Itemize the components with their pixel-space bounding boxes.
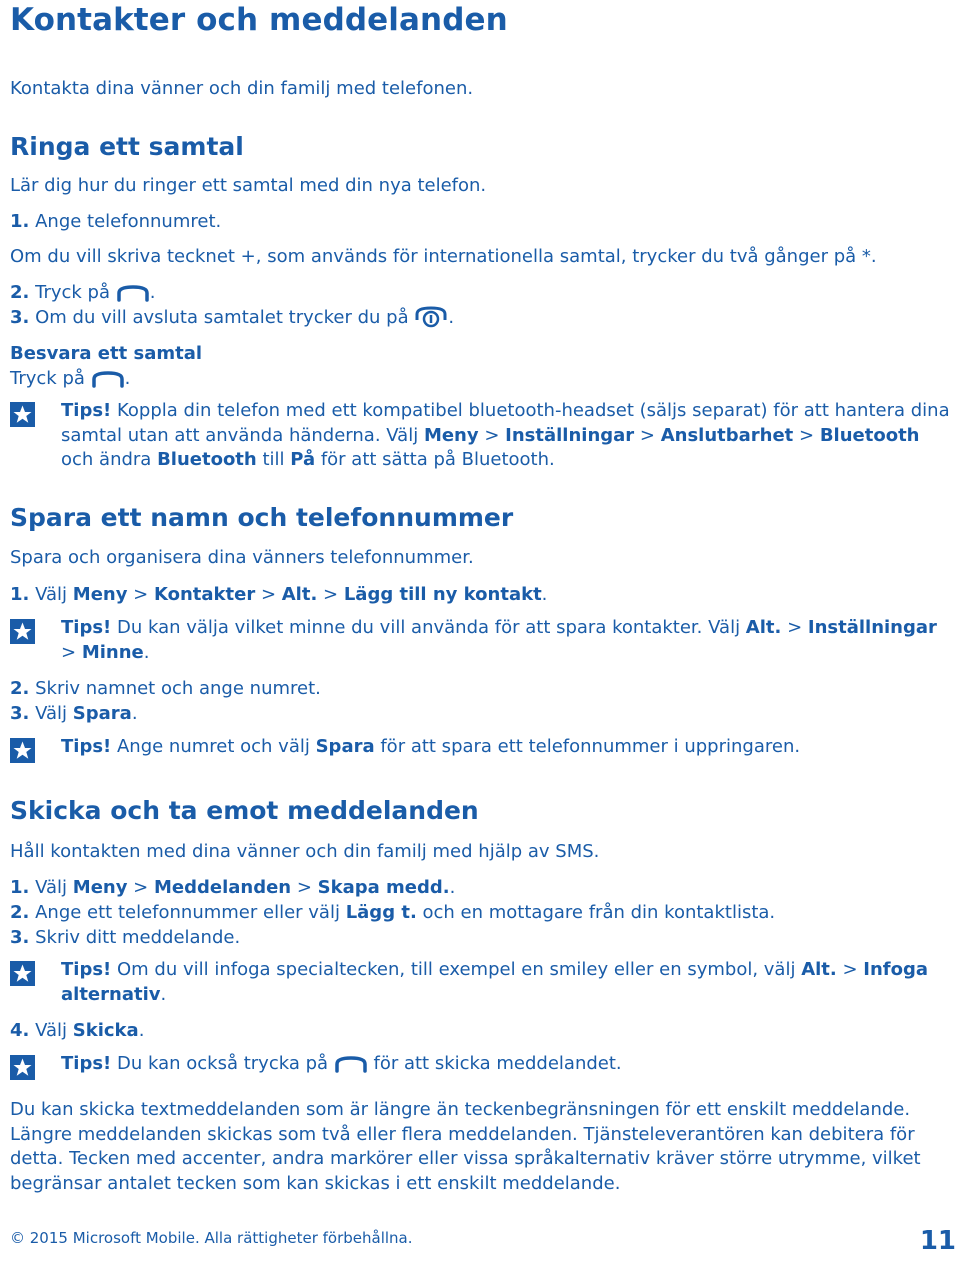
tip-label: Tips!	[61, 400, 112, 421]
menu-path-item: Lägg till ny kontakt	[343, 584, 542, 605]
end-key-icon	[414, 306, 448, 330]
step-segment: Välj	[29, 877, 73, 898]
step-segment: Ange ett telefonnummer eller välj	[29, 902, 346, 923]
call-step-3	[10, 306, 956, 331]
tip-bluetooth	[10, 399, 956, 473]
step-segment: .	[541, 584, 548, 605]
menu-path-item: Alt.	[281, 584, 318, 605]
tip-segment: och ändra	[61, 449, 158, 470]
step-text: Ange telefonnumret.	[35, 211, 222, 232]
step-segment: >	[255, 584, 282, 605]
menu-path-item: Skicka	[72, 1020, 139, 1041]
menu-path-item: Bluetooth	[157, 449, 257, 470]
menu-path-item: Spara	[315, 736, 375, 757]
msg-step-4	[10, 1019, 956, 1044]
star-icon	[10, 1055, 35, 1080]
page-title: Kontakter och meddelanden	[10, 2, 508, 38]
call-key-icon	[116, 284, 150, 302]
answer-text	[10, 367, 956, 392]
tip-text	[61, 735, 956, 760]
menu-path-item: Inställningar	[505, 424, 635, 446]
tip-label: Tips!	[61, 617, 112, 638]
tip-segment: >	[781, 617, 808, 638]
step-segment: >	[127, 877, 154, 898]
tip-speed-dial	[10, 735, 956, 760]
step-text: Tryck på	[35, 282, 111, 303]
msg-step-1	[10, 876, 956, 901]
step-segment: .	[138, 1020, 145, 1041]
menu-path-item: Anslutbarhet	[660, 424, 794, 446]
tip-segment: Ange numret och välj	[111, 736, 316, 757]
save-intro: Spara och organisera dina vänners telefonnummer.	[10, 547, 474, 568]
tip-segment: Koppla din telefon med ett kompatibel bluetooth-headset (säljs separat) för att hantera dina samtal utan att använda händerna. Välj	[61, 400, 950, 446]
tip-segment: .	[160, 983, 167, 1005]
tip-segment: för att sätta på Bluetooth.	[315, 449, 555, 470]
answer-text-end: .	[124, 368, 131, 389]
tip-segment: >	[634, 424, 661, 446]
tip-special-chars	[10, 958, 956, 1007]
call-intro: Lär dig hur du ringer ett samtal med din nya telefon.	[10, 175, 487, 196]
step-text: Skriv ditt meddelande.	[29, 927, 241, 948]
tip-label: Tips!	[61, 959, 112, 980]
step-segment: Välj	[29, 584, 73, 605]
menu-path-item: Minne	[81, 641, 144, 663]
section-heading-call: Ringa ett samtal	[10, 132, 244, 161]
save-step-3	[10, 702, 956, 727]
star-icon	[10, 961, 35, 986]
star-icon	[10, 619, 35, 644]
tip-text	[61, 1052, 956, 1077]
tip-segment: .	[143, 641, 150, 663]
section-heading-save: Spara ett namn och telefonnummer	[10, 503, 514, 532]
menu-path-item: Lägg t.	[345, 902, 417, 923]
messages-note: Du kan skicka textmeddelanden som är längre än teckenbegränsningen för ett enskilt meddelande. Längre meddelanden skickas som två eller flera meddelanden. Tjänsteleverantören kan debitera för detta. Tecken med accenter, andra markörer eller vissa språkalternativ kräver större utrymme, vilket begränsar antalet tecken som kan skickas i ett enskilt meddelande.	[10, 1099, 921, 1194]
step-segment: >	[291, 877, 318, 898]
menu-path-item: Meny	[72, 877, 128, 898]
messages-intro: Håll kontakten med dina vänner och din familj med hjälp av SMS.	[10, 841, 600, 862]
tip-text	[61, 958, 956, 1007]
section-heading-messages: Skicka och ta emot meddelanden	[10, 796, 479, 825]
step-segment: >	[127, 584, 154, 605]
call-key-icon	[334, 1055, 368, 1073]
tip-segment: för att spara ett telefonnummer i uppringaren.	[374, 736, 801, 757]
menu-path-item: Bluetooth	[819, 424, 920, 446]
answer-heading: Besvara ett samtal	[10, 343, 203, 364]
msg-step-2	[10, 901, 956, 926]
tip-segment: för att skicka meddelandet.	[367, 1053, 622, 1074]
step-number: 1.	[10, 211, 30, 232]
save-step-1	[10, 583, 956, 608]
page-intro: Kontakta dina vänner och din familj med telefonen.	[10, 78, 474, 99]
step-text-end: .	[149, 282, 156, 303]
step-segment: och en mottagare från din kontaktlista.	[416, 902, 776, 923]
answer-text-start: Tryck på	[10, 368, 85, 389]
menu-path-item: På	[290, 449, 316, 470]
tip-memory	[10, 616, 956, 665]
tip-segment: >	[836, 959, 864, 980]
msg-step-3	[10, 926, 956, 951]
menu-path-item: Spara	[72, 703, 132, 724]
step-number: 3.	[10, 307, 30, 328]
star-icon	[10, 738, 35, 763]
step-text: Om du vill avsluta samtalet trycker du på	[35, 307, 409, 328]
tip-send-key	[10, 1052, 956, 1077]
step-number: 3.	[10, 703, 30, 724]
tip-label: Tips!	[61, 1053, 112, 1074]
call-key-icon	[91, 370, 125, 388]
step-text-end: .	[448, 307, 455, 328]
step-number: 4.	[10, 1020, 30, 1041]
step-number: 1.	[10, 584, 30, 605]
step-segment: Välj	[29, 1020, 73, 1041]
step-segment: >	[317, 584, 344, 605]
step-number: 2.	[10, 678, 30, 699]
page-number: 11	[919, 1226, 956, 1256]
tip-segment: Om du vill infoga specialtecken, till exempel en smiley eller en symbol, välj	[111, 959, 802, 980]
copyright-footer: © 2015 Microsoft Mobile. Alla rättigheter förbehållna.	[10, 1229, 413, 1247]
menu-path-item: Infoga alternativ	[61, 959, 929, 1005]
menu-path-item: Meny	[72, 584, 128, 605]
step-segment: Välj	[29, 703, 73, 724]
tip-segment: >	[793, 424, 820, 446]
menu-path-item: Skapa medd.	[317, 877, 450, 898]
call-step-1-note: Om du vill skriva tecknet +, som används för internationella samtal, trycker du två gånger på *.	[10, 246, 877, 267]
call-step-1	[10, 210, 956, 235]
menu-path-item: Alt.	[801, 959, 837, 980]
step-number: 2.	[10, 282, 30, 303]
tip-segment: >	[61, 641, 82, 663]
menu-path-item: Meny	[423, 424, 479, 446]
menu-path-item: Meddelanden	[153, 877, 292, 898]
tip-segment: till	[256, 449, 291, 470]
step-segment: .	[131, 703, 138, 724]
menu-path-item: Inställningar	[807, 617, 937, 638]
tip-segment: Du kan välja vilket minne du vill använda för att spara kontakter. Välj	[111, 617, 746, 638]
step-text: Skriv namnet och ange numret.	[29, 678, 321, 699]
tip-segment: Du kan också trycka på	[111, 1053, 329, 1074]
step-number: 1.	[10, 877, 30, 898]
tip-label: Tips!	[61, 736, 112, 757]
tip-text	[61, 399, 956, 473]
save-step-2	[10, 677, 956, 702]
step-number: 2.	[10, 902, 30, 923]
step-segment: .	[449, 877, 456, 898]
step-number: 3.	[10, 927, 30, 948]
star-icon	[10, 402, 35, 427]
tip-segment: >	[478, 424, 506, 446]
tip-text	[61, 616, 956, 665]
call-step-2	[10, 281, 956, 306]
menu-path-item: Alt.	[745, 617, 782, 638]
menu-path-item: Kontakter	[153, 584, 256, 605]
